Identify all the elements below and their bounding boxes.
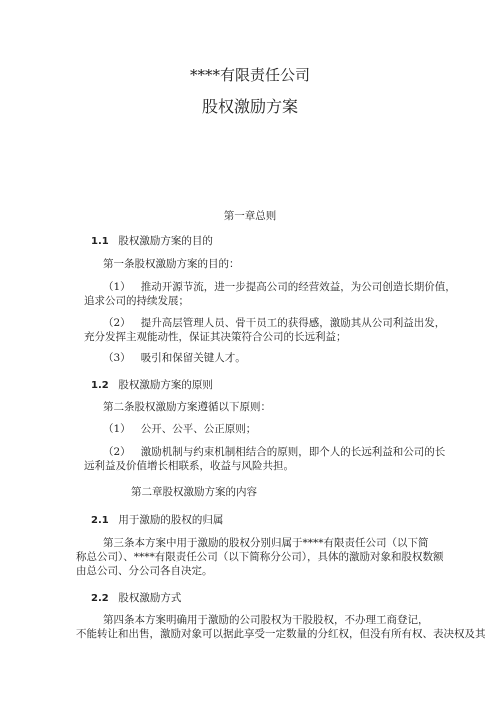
- document-title: 股权激励方案: [201, 97, 298, 116]
- principle-1: [103, 423, 256, 435]
- section-number: 1.1: [91, 236, 109, 247]
- item-text: 公开、公平、公正原则；: [140, 423, 257, 435]
- section-number: 2.1: [91, 515, 109, 526]
- item-number: （1）: [103, 423, 131, 435]
- item-number: （2）: [103, 317, 131, 329]
- item-number: （2）: [103, 446, 131, 458]
- article-3-line-2: 称总公司）、****有限责任公司（以下简称分公司），具体的激励对象和股权数额: [76, 551, 444, 563]
- article-4-line-1: 第四条本方案明确用于激励的公司股权为干股股权，不办理工商登记，: [103, 614, 429, 626]
- principle-2-line-2: 远利益及价值增长相联系，收益与风险共担。: [84, 460, 294, 472]
- company-name: ****有限责任公司: [189, 66, 310, 84]
- section-1-1: [91, 233, 213, 248]
- section-title: 用于激励的股权的归属: [118, 514, 224, 526]
- section-number: 1.2: [91, 380, 109, 391]
- section-1-2: [91, 377, 213, 392]
- principle-2-line-1: [103, 446, 445, 458]
- section-2-2: [91, 590, 181, 605]
- item-2-line-1: [103, 317, 445, 329]
- item-text: 推动开源节流，进一步提高公司的经营效益，为公司创造长期价值，: [140, 281, 456, 293]
- article-2: 第二条股权激励方案遵循以下原则：: [103, 401, 271, 413]
- article-1: 第一条股权激励方案的目的：: [103, 258, 240, 270]
- section-number: 2.2: [91, 593, 109, 604]
- item-3-line-1: [103, 352, 246, 364]
- item-text: 提升高层管理人员、骨干员工的获得感，激励其从公司利益出发，: [140, 317, 446, 329]
- chapter-2-title: 第二章股权激励方案的内容: [131, 486, 257, 498]
- section-title: 股权激励方案的原则: [118, 379, 213, 391]
- item-text: 吸引和保留关键人才。: [140, 352, 246, 364]
- item-2-line-2: 充分发挥主观能动性，保证其决策符合公司的长远利益；: [84, 331, 347, 343]
- article-3-line-1: 第三条本方案中用于激励的股权分别归属于****有限责任公司（以下简: [103, 537, 429, 549]
- article-3-line-3: 由总公司、分公司各自决定。: [76, 565, 213, 577]
- section-title: 股权激励方案的目的: [118, 235, 213, 247]
- item-number: （1）: [103, 281, 131, 293]
- chapter-1-title: 第一章总则: [223, 210, 277, 222]
- item-text: 激励机制与约束机制相结合的原则，即个人的长远利益和公司的长: [140, 446, 446, 458]
- item-1-line-1: [103, 281, 456, 293]
- article-4-line-2: 不能转让和出售，激励对象可以据此享受一定数量的分红权，但没有所有权、表决权及其: [76, 628, 486, 640]
- item-1-line-2: 追求公司的持续发展；: [84, 295, 189, 307]
- section-title: 股权激励方式: [118, 592, 182, 604]
- section-2-1: [91, 512, 223, 527]
- item-number: （3）: [103, 352, 131, 364]
